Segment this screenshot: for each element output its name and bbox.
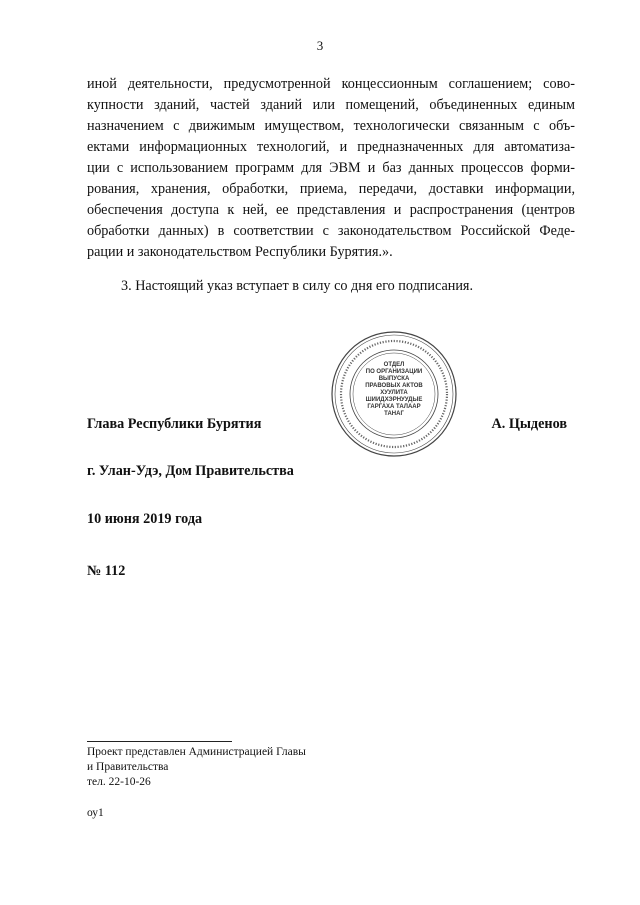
footnote-line: и Правительства	[87, 761, 169, 773]
official-seal	[330, 330, 458, 458]
document-code: оу1	[87, 807, 104, 819]
seal-line: ВЫПУСКА	[378, 376, 410, 382]
body-line: купности зданий, частей зданий или помещений, объединенных единым	[87, 97, 575, 113]
footnote-phone: тел. 22-10-26	[87, 776, 151, 788]
page-number: 3	[316, 38, 324, 53]
signatory-name: А. Цыденов	[491, 416, 567, 432]
seal-line: ТАНАГ	[384, 411, 404, 417]
body-line: обработки данных) в соответствии с законодательством Российской Феде-	[87, 223, 575, 239]
body-line: обеспечения доступа к ней, ее представления и распространения (центров	[87, 202, 575, 218]
body-line: рования, хранения, обработки, приема, передачи, доставки информации,	[87, 181, 575, 197]
body-line: ции с использованием программ для ЭВМ и баз данных процессов форми-	[87, 160, 575, 176]
footnote	[87, 745, 306, 790]
place-of-signing: г. Улан-Удэ, Дом Правительства	[87, 463, 294, 479]
footnote-divider	[87, 741, 232, 742]
body-line: назначением с движимым имуществом, технологически связанным с объ-	[87, 118, 575, 134]
seal-line: ОТДЕЛ	[383, 362, 405, 368]
signatory-position: Глава Республики Бурятия	[87, 416, 262, 432]
body-text	[87, 74, 575, 263]
footnote-line: Проект представлен Администрацией Главы	[87, 746, 306, 758]
seal-line: ШИИДХЭРНУУДЫЕ	[365, 397, 423, 403]
body-line: рации и законодательством Республики Бурятия.».	[87, 244, 393, 260]
body-line: иной деятельности, предусмотренной концессионным соглашением; сово-	[87, 76, 575, 92]
seal-line: ПРАВОВЫХ АКТОВ	[365, 383, 423, 389]
seal-line: ГАРГАХА ТАЛААР	[367, 404, 421, 410]
seal-line: ПО ОРГАНИЗАЦИИ	[365, 369, 423, 375]
clause-3: 3. Настоящий указ вступает в силу со дня его подписания.	[121, 278, 474, 294]
body-line: ектами информационных технологий, и предназначенных для автоматиза-	[87, 139, 575, 155]
decree-number: № 112	[87, 563, 126, 579]
seal-line: ХУУЛИТА	[380, 390, 408, 396]
decree-date: 10 июня 2019 года	[87, 511, 203, 527]
